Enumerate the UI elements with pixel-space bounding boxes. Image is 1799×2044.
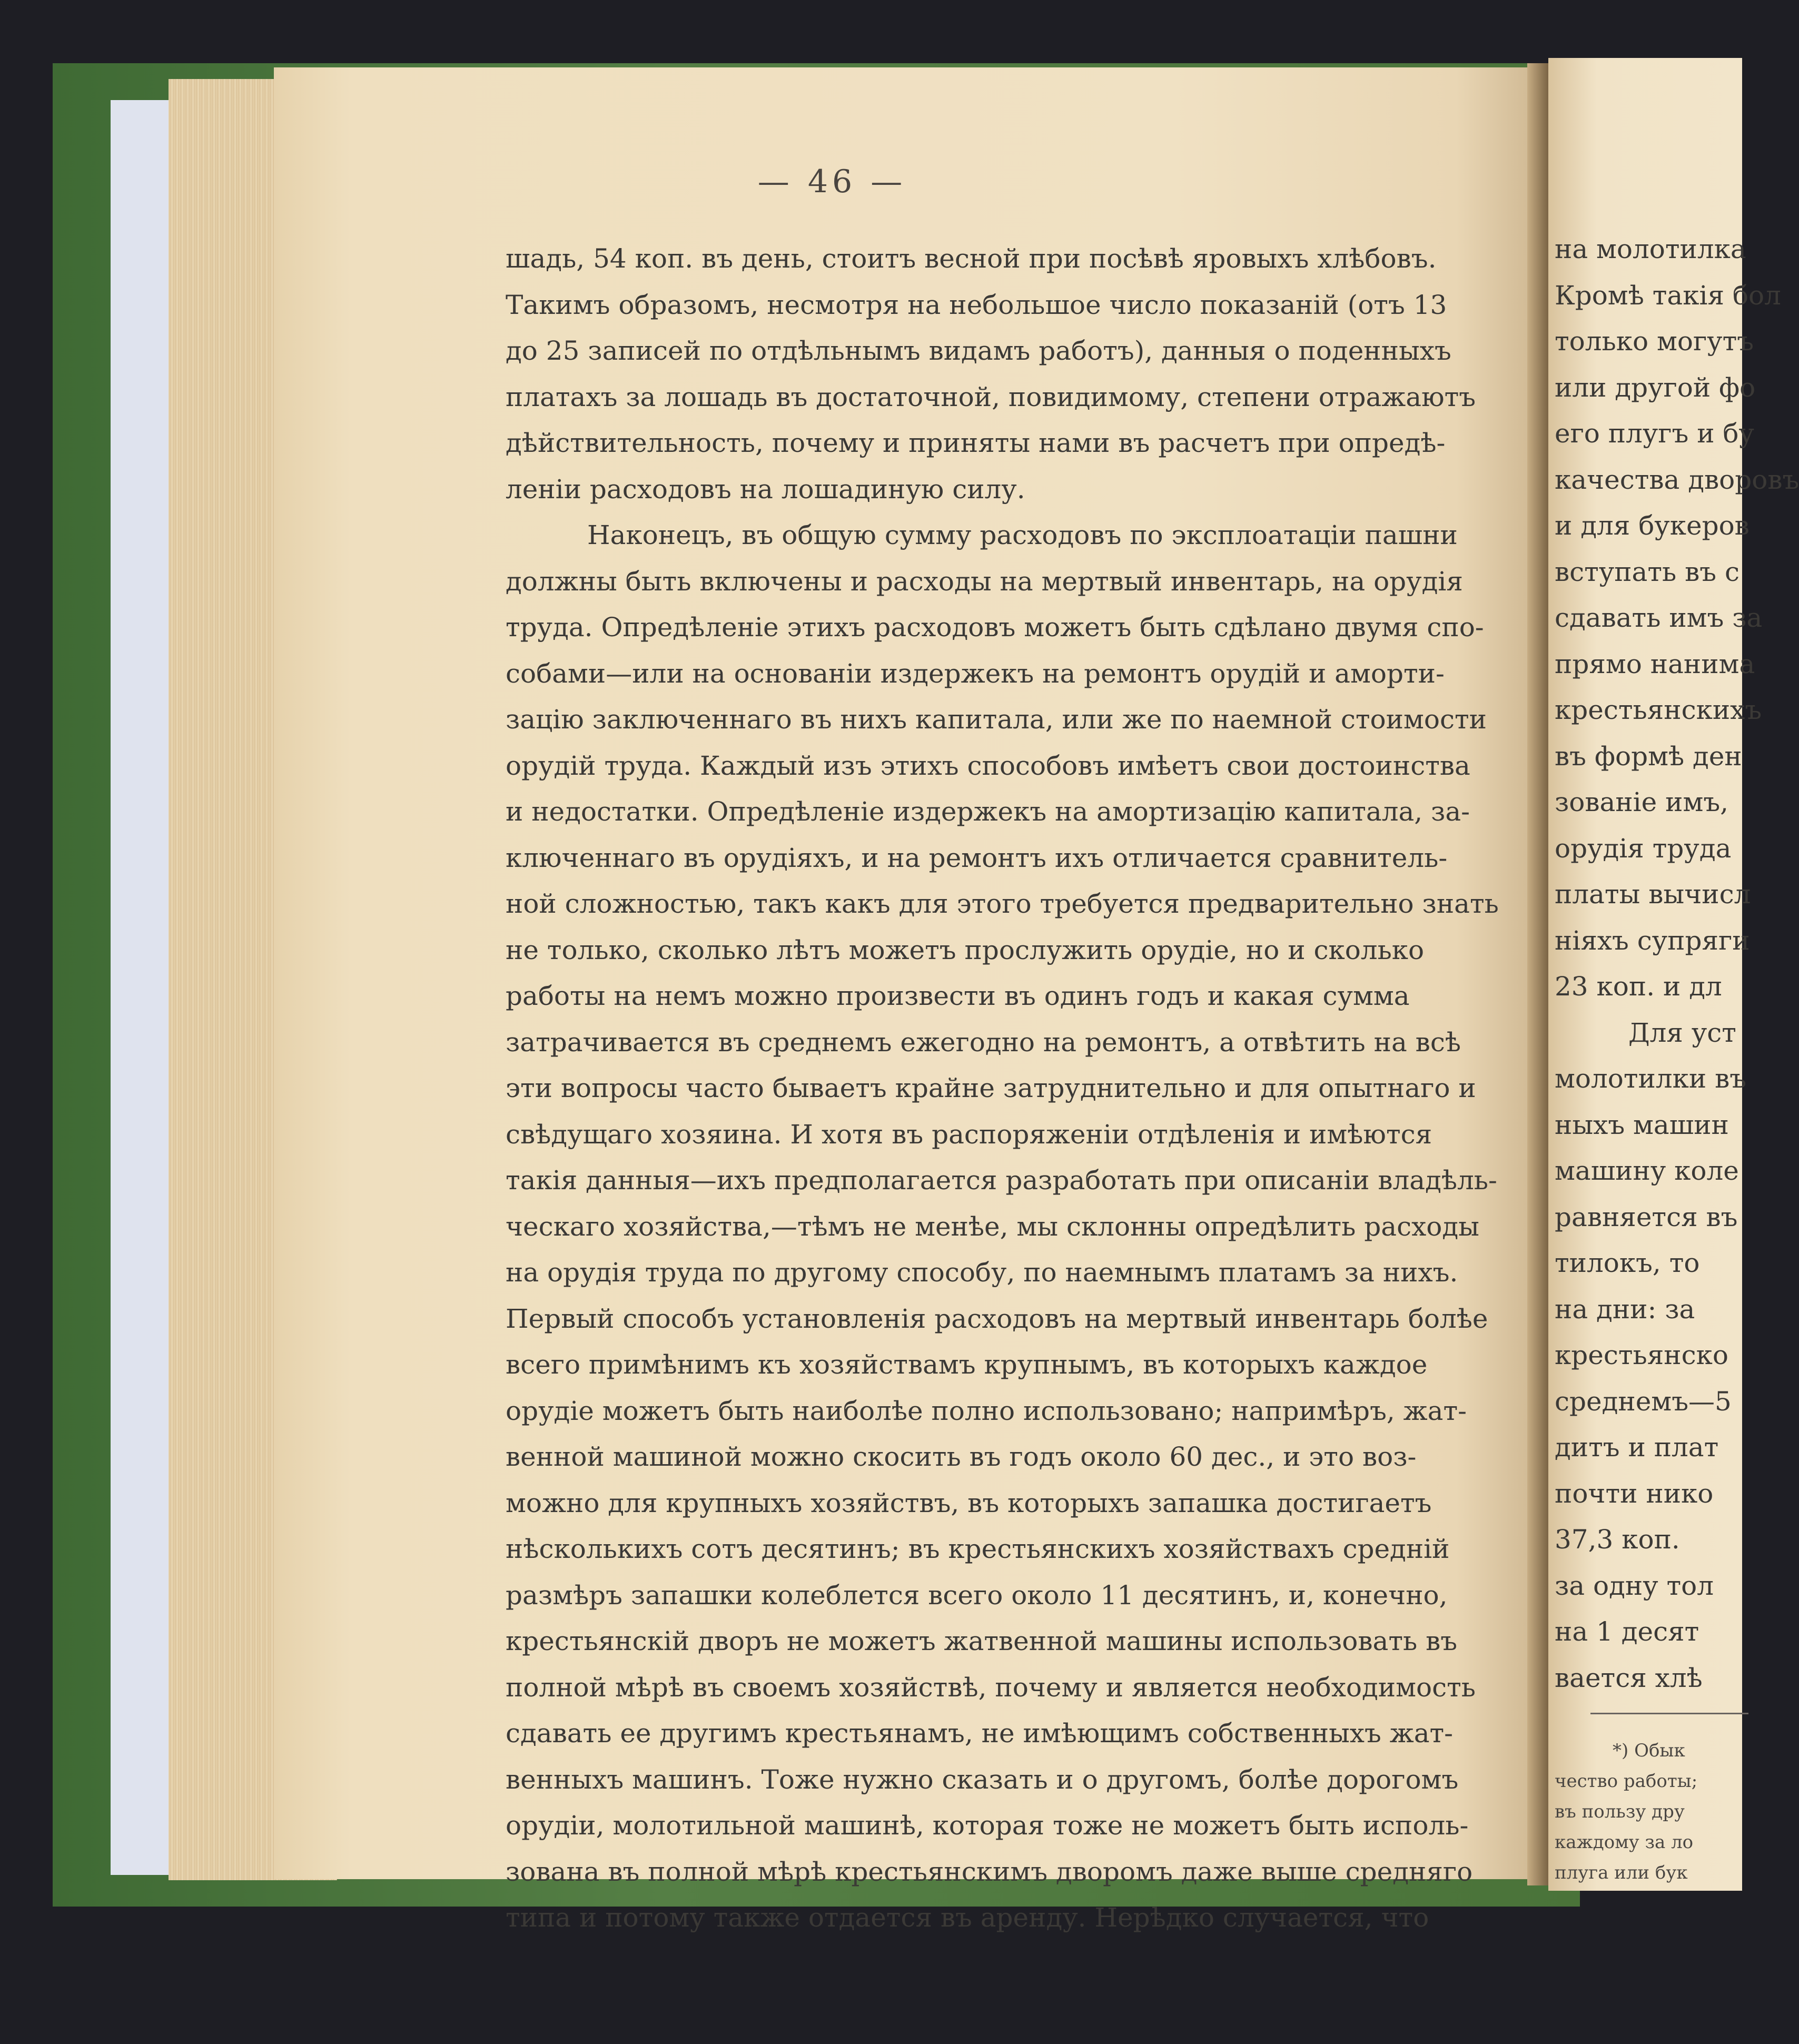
text-line: прямо нанима [1555, 648, 1755, 679]
text-line: крестьянско [1555, 1340, 1728, 1370]
text-line: вступать въ с [1555, 556, 1740, 587]
text-line: ключеннаго въ орудіяхъ, и на ремонтъ ихъ отличается сравнитель- [506, 842, 1448, 873]
footnote-rule [1590, 1713, 1748, 1714]
footnote-line: чество работы; [1555, 1771, 1698, 1792]
text-line: въ формѣ ден [1555, 740, 1742, 772]
text-line: дѣйствительность, почему и приняты нами въ расчетъ при опредѣ- [506, 428, 1446, 458]
text-line: свѣдущаго хозяина. И хотя въ распоряженіи отдѣленія и имѣются [506, 1119, 1432, 1150]
text-line: за одну тол [1555, 1570, 1714, 1601]
text-line: венной машиной можно скосить въ годъ около 60 дес., и это воз- [506, 1441, 1417, 1472]
text-line: типа и потому также отдается въ аренду. Нерѣдко случается, что [506, 1902, 1429, 1933]
text-line: молотилки въ [1555, 1063, 1747, 1094]
text-line: среднемъ—5 [1555, 1386, 1732, 1417]
text-line: труда. Опредѣленіе этихъ расходовъ можетъ быть сдѣлано двумя спо- [506, 612, 1484, 643]
footnote-text [1555, 1735, 1734, 1893]
text-line: платы вычисл [1555, 879, 1751, 910]
text-line: такія данныя—ихъ предполагается разработать при описаніи владѣль- [506, 1165, 1497, 1196]
text-line: орудіи, молотильной машинѣ, которая тоже не можетъ быть исполь- [506, 1810, 1469, 1841]
text-line: размѣръ запашки колеблется всего около 11 десятинъ, и, конечно, [506, 1579, 1448, 1611]
right-page [1548, 58, 1799, 1891]
text-line: вается хлѣ [1555, 1662, 1703, 1693]
text-line: зована въ полной мѣрѣ крестьянскимъ дворомъ даже выше средняго [506, 1856, 1473, 1887]
text-line: полной мѣрѣ въ своемъ хозяйствѣ, почему и является необходимость [506, 1672, 1476, 1703]
text-line: эти вопросы часто бываетъ крайне затруднительно и для опытнаго и [506, 1073, 1476, 1103]
text-line: венныхъ машинъ. Тоже нужно сказать и о другомъ, болѣе дорогомъ [506, 1764, 1459, 1795]
text-line: шадь, 54 коп. въ день, стоитъ весной при посѣвѣ яровыхъ хлѣбовъ. [506, 243, 1437, 274]
text-line: Первый способъ установленія расходовъ на мертвый инвентарь болѣе [506, 1303, 1488, 1334]
text-line: затрачивается въ среднемъ ежегодно на ремонтъ, а отвѣтить на всѣ [506, 1026, 1461, 1058]
text-line: равняется въ [1555, 1201, 1738, 1232]
text-line: и для букеров [1555, 510, 1749, 541]
text-line: тилокъ, то [1555, 1248, 1700, 1278]
text-line: крестьянскій дворъ не можетъ жатвенной машины использовать въ [506, 1626, 1458, 1656]
text-line: 37,3 коп. [1555, 1524, 1680, 1555]
text-line: ной сложностью, такъ какъ для этого требуется предварительно знать [506, 888, 1499, 919]
text-line: только могутъ [1555, 326, 1754, 357]
paragraph-start-line: Для уст [1628, 1017, 1736, 1048]
text-line: зацію заключеннаго въ нихъ капитала, или же по наемной стоимости [506, 704, 1487, 735]
text-line: работы на немъ можно произвести въ одинъ годъ и какая сумма [506, 981, 1410, 1011]
text-line: на 1 десят [1555, 1616, 1699, 1647]
text-line: не только, сколько лѣтъ можетъ прослужить орудіе, но и сколько [506, 934, 1425, 965]
text-line: ніяхъ супряги [1555, 925, 1750, 956]
text-line: на орудія труда по другому способу, по наемнымъ платамъ за нихъ. [506, 1257, 1458, 1288]
text-line: сдавать имъ за [1555, 603, 1763, 633]
text-line: зованіе имъ, [1555, 787, 1729, 817]
text-line: почти нико [1555, 1478, 1714, 1509]
text-line: ческаго хозяйства,—тѣмъ не менѣе, мы склонны опредѣлить расходы [506, 1211, 1479, 1242]
text-line: машину коле [1555, 1156, 1739, 1186]
text-line: ныхъ машин [1555, 1109, 1729, 1140]
text-line: или другой фо [1555, 372, 1756, 403]
footnote-line: каждому за ло [1555, 1832, 1694, 1853]
text-line: дитъ и плат [1555, 1432, 1719, 1463]
text-line: орудія труда [1555, 833, 1732, 864]
footnote-line: въ пользу дру [1555, 1801, 1685, 1822]
text-line: леніи расходовъ на лошадиную силу. [506, 473, 1025, 505]
text-line: 23 коп. и дл [1555, 971, 1722, 1002]
text-line: на молотилка [1555, 234, 1746, 264]
text-line: орудіе можетъ быть наиболѣе полно использовано; напримѣръ, жат- [506, 1395, 1467, 1426]
text-line: Кромѣ такія бол [1555, 280, 1781, 311]
text-line: платахъ за лошадь въ достаточной, повидимому, степени отражаютъ [506, 381, 1476, 412]
text-line: качества дворовъ [1555, 464, 1799, 495]
text-line: крестьянскихъ [1555, 695, 1762, 725]
text-line: сдавать ее другимъ крестьянамъ, не имѣющимъ собственныхъ жат- [506, 1718, 1454, 1749]
footnote-line: *) Обык [1613, 1740, 1685, 1761]
text-line: нѣсколькихъ сотъ десятинъ; въ крестьянскихъ хозяйствахъ средній [506, 1534, 1450, 1564]
page-number: — 46 — [757, 163, 907, 200]
text-line: Такимъ образомъ, несмотря на небольшое число показаній (отъ 13 [506, 289, 1447, 320]
text-line: орудій труда. Каждый изъ этихъ способовъ имѣетъ свои достоинства [506, 750, 1470, 781]
right-page-text [1555, 226, 1799, 1693]
text-line: до 25 записей по отдѣльнымъ видамъ работъ), данныя о поденныхъ [506, 335, 1451, 366]
text-line: и недостатки. Опредѣленіе издержекъ на амортизацію капитала, за- [506, 796, 1470, 827]
text-line: собами—или на основаніи издержекъ на ремонтъ орудій и аморти- [506, 658, 1445, 689]
text-line: можно для крупныхъ хозяйствъ, въ которыхъ запашка достигаетъ [506, 1487, 1432, 1518]
text-line: должны быть включены и расходы на мертвый инвентарь, на орудія [506, 566, 1463, 597]
left-page [274, 67, 1559, 1933]
text-line: на дни: за [1555, 1293, 1695, 1325]
paragraph-start-line: Наконецъ, въ общую сумму расходовъ по эксплоатаціи пашни [587, 520, 1458, 550]
text-line: его плугъ и бу [1555, 418, 1754, 449]
footnote-line: плуга или бук [1555, 1862, 1688, 1883]
text-line: всего примѣнимъ къ хозяйствамъ крупнымъ, въ которыхъ каждое [506, 1349, 1428, 1380]
